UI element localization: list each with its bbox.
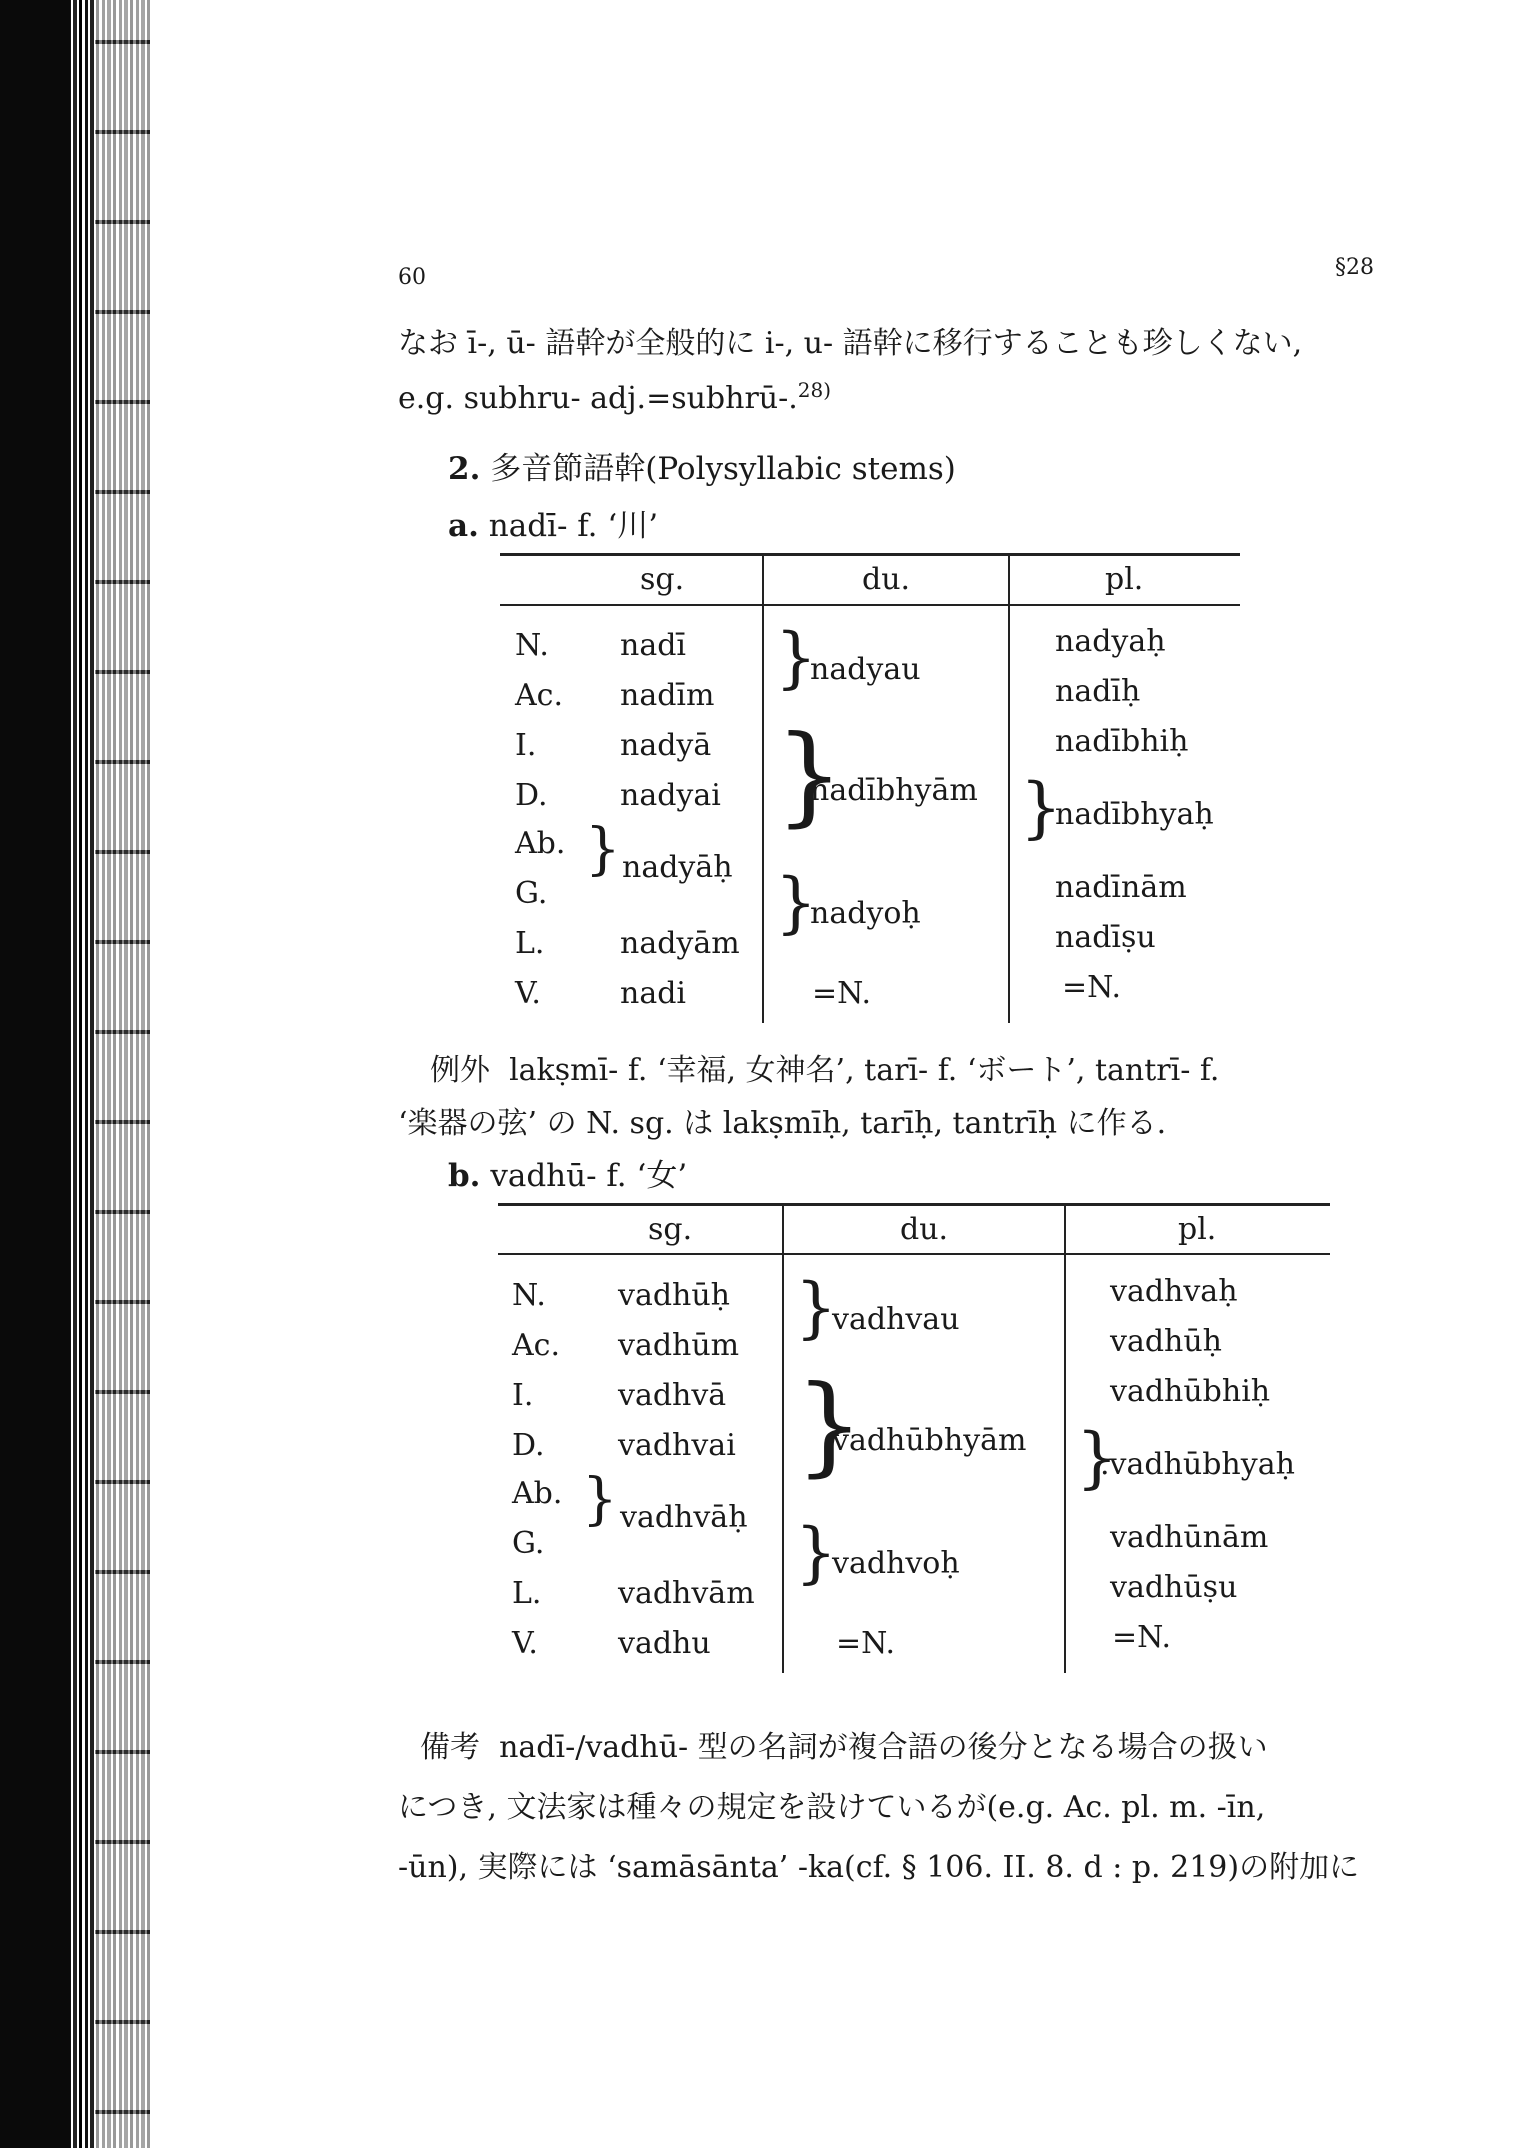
pl-form: nadīḥ bbox=[1055, 674, 1141, 709]
pl-form: nadībhiḥ bbox=[1055, 724, 1189, 759]
du-form: =N. bbox=[812, 976, 872, 1011]
remark-line-2: につき, 文法家は種々の規定を設けているが(e.g. Ac. pl. m. -īn, bbox=[398, 1790, 1266, 1825]
pl-form: vadhūbhiḥ bbox=[1110, 1374, 1271, 1409]
pl-form: .vadhūbhyaḥ bbox=[1100, 1447, 1295, 1482]
pl-form: vadhūṣu bbox=[1110, 1570, 1238, 1605]
brace-icon: } bbox=[795, 1363, 864, 1488]
sg-form: nadīm bbox=[620, 678, 715, 713]
table-b-header-du: du. bbox=[900, 1212, 949, 1247]
du-form: vadhvoḥ bbox=[832, 1546, 960, 1581]
intro-line-1: なお ī-, ū- 語幹が全般的に i-, u- 語幹に移行することも珍しくない, bbox=[398, 326, 1303, 361]
case-label: Ab. bbox=[512, 1476, 563, 1511]
sg-form: nadyā bbox=[620, 728, 712, 763]
table-b-header-rule bbox=[498, 1253, 1330, 1255]
sg-form: nadyām bbox=[620, 926, 740, 961]
du-form: nadyau bbox=[810, 652, 921, 687]
remark-line-3: -ūn), 実際には ‘samāsānta’ -ka(cf. § 106. II. 8. d : p. 219)の附加に bbox=[398, 1850, 1360, 1885]
table-a-header-sg: sg. bbox=[640, 562, 685, 597]
pl-form: vadhūḥ bbox=[1110, 1324, 1223, 1359]
case-label: D. bbox=[515, 778, 548, 813]
brace-icon: } bbox=[775, 619, 817, 696]
du-form: nadyoḥ bbox=[810, 896, 921, 931]
pl-form: nadīṣu bbox=[1055, 920, 1156, 955]
case-label: Ac. bbox=[512, 1328, 561, 1363]
du-form: =N. bbox=[836, 1626, 896, 1661]
book-spine-shadow bbox=[0, 0, 150, 2148]
case-label: L. bbox=[515, 926, 545, 961]
du-form: vadhūbhyām bbox=[832, 1423, 1027, 1458]
case-label: V. bbox=[515, 976, 541, 1011]
sg-form: vadhvā bbox=[618, 1378, 727, 1413]
table-b-header-pl: pl. bbox=[1178, 1212, 1217, 1247]
intro-line-2: e.g. subhru- adj.=subhrū-.$^{28)}$ bbox=[398, 378, 832, 416]
sg-form: nadī bbox=[620, 628, 687, 663]
table-a-col-divider bbox=[762, 553, 764, 1023]
brace-icon: } bbox=[795, 1269, 837, 1346]
du-form: nadībhyām bbox=[810, 773, 978, 808]
pl-form: nadībhyaḥ bbox=[1055, 797, 1214, 832]
section-heading: 2. 多音節語幹(Polysyllabic stems) bbox=[448, 451, 956, 487]
case-label: I. bbox=[515, 728, 537, 763]
case-label: V. bbox=[512, 1626, 538, 1661]
remark-line-1: 備考 nadī-/vadhū- 型の名詞が複合語の後分となる場合の扱い bbox=[420, 1730, 1268, 1765]
case-label: D. bbox=[512, 1428, 545, 1463]
pl-form: =N. bbox=[1112, 1620, 1172, 1655]
exception-label: 例外 bbox=[430, 1053, 490, 1088]
table-b-col-divider bbox=[782, 1203, 784, 1673]
sg-form: vadhvām bbox=[618, 1576, 755, 1611]
pl-form: vadhvaḥ bbox=[1110, 1274, 1238, 1309]
case-label: L. bbox=[512, 1576, 542, 1611]
case-label: G. bbox=[515, 876, 548, 911]
case-label: I. bbox=[512, 1378, 534, 1413]
footnote-ref: 28) bbox=[797, 378, 832, 402]
section-number: §28 bbox=[1335, 255, 1374, 280]
case-label: G. bbox=[512, 1526, 545, 1561]
remark-label: 備考 bbox=[420, 1730, 480, 1765]
table-b-top-rule bbox=[498, 1203, 1330, 1206]
sg-form: nadyāḥ bbox=[622, 850, 733, 885]
sg-form: vadhvai bbox=[618, 1428, 736, 1463]
sg-form: vadhūm bbox=[618, 1328, 740, 1363]
case-label: N. bbox=[512, 1278, 546, 1313]
case-label: N. bbox=[515, 628, 549, 663]
exception-line-2: ‘楽器の弦’ の N. sg. は lakṣmīḥ, tarīḥ, tantrīḥ に作る. bbox=[398, 1106, 1167, 1141]
sg-form: nadi bbox=[620, 976, 687, 1011]
table-a-title: a. nadī- f. ‘川’ bbox=[448, 508, 659, 544]
case-label: Ac. bbox=[515, 678, 564, 713]
pl-form: vadhūnām bbox=[1110, 1520, 1269, 1555]
pl-form: nadyaḥ bbox=[1055, 624, 1166, 659]
brace-icon: } bbox=[775, 864, 817, 941]
page-number: 60 bbox=[398, 265, 426, 290]
sg-form: nadyai bbox=[620, 778, 721, 813]
table-a-header-du: du. bbox=[862, 562, 911, 597]
pl-form: =N. bbox=[1062, 970, 1122, 1005]
du-form: vadhvau bbox=[832, 1302, 960, 1337]
brace-icon: } bbox=[585, 817, 621, 882]
table-a-col-divider bbox=[1008, 553, 1010, 1023]
exception-line-1: 例外 lakṣmī- f. ‘幸福, 女神名’, tarī- f. ‘ボート’, tantrī- f. bbox=[430, 1053, 1220, 1088]
table-b-header-sg: sg. bbox=[648, 1212, 693, 1247]
pl-form: nadīnām bbox=[1055, 870, 1187, 905]
table-b-col-divider bbox=[1064, 1203, 1066, 1673]
brace-icon: } bbox=[795, 1514, 837, 1591]
sg-form: vadhvāḥ bbox=[620, 1500, 748, 1535]
brace-icon: } bbox=[1020, 769, 1062, 846]
brace-icon: } bbox=[775, 713, 844, 838]
brace-icon: } bbox=[1076, 1419, 1118, 1496]
brace-icon: } bbox=[582, 1467, 618, 1532]
table-a-top-rule bbox=[500, 553, 1240, 556]
sg-form: vadhu bbox=[618, 1626, 711, 1661]
table-a-header-pl: pl. bbox=[1105, 562, 1144, 597]
sg-form: vadhūḥ bbox=[618, 1278, 731, 1313]
case-label: Ab. bbox=[515, 826, 566, 861]
table-a-header-rule bbox=[500, 604, 1240, 606]
table-b-title: b. vadhū- f. ‘女’ bbox=[448, 1158, 688, 1194]
